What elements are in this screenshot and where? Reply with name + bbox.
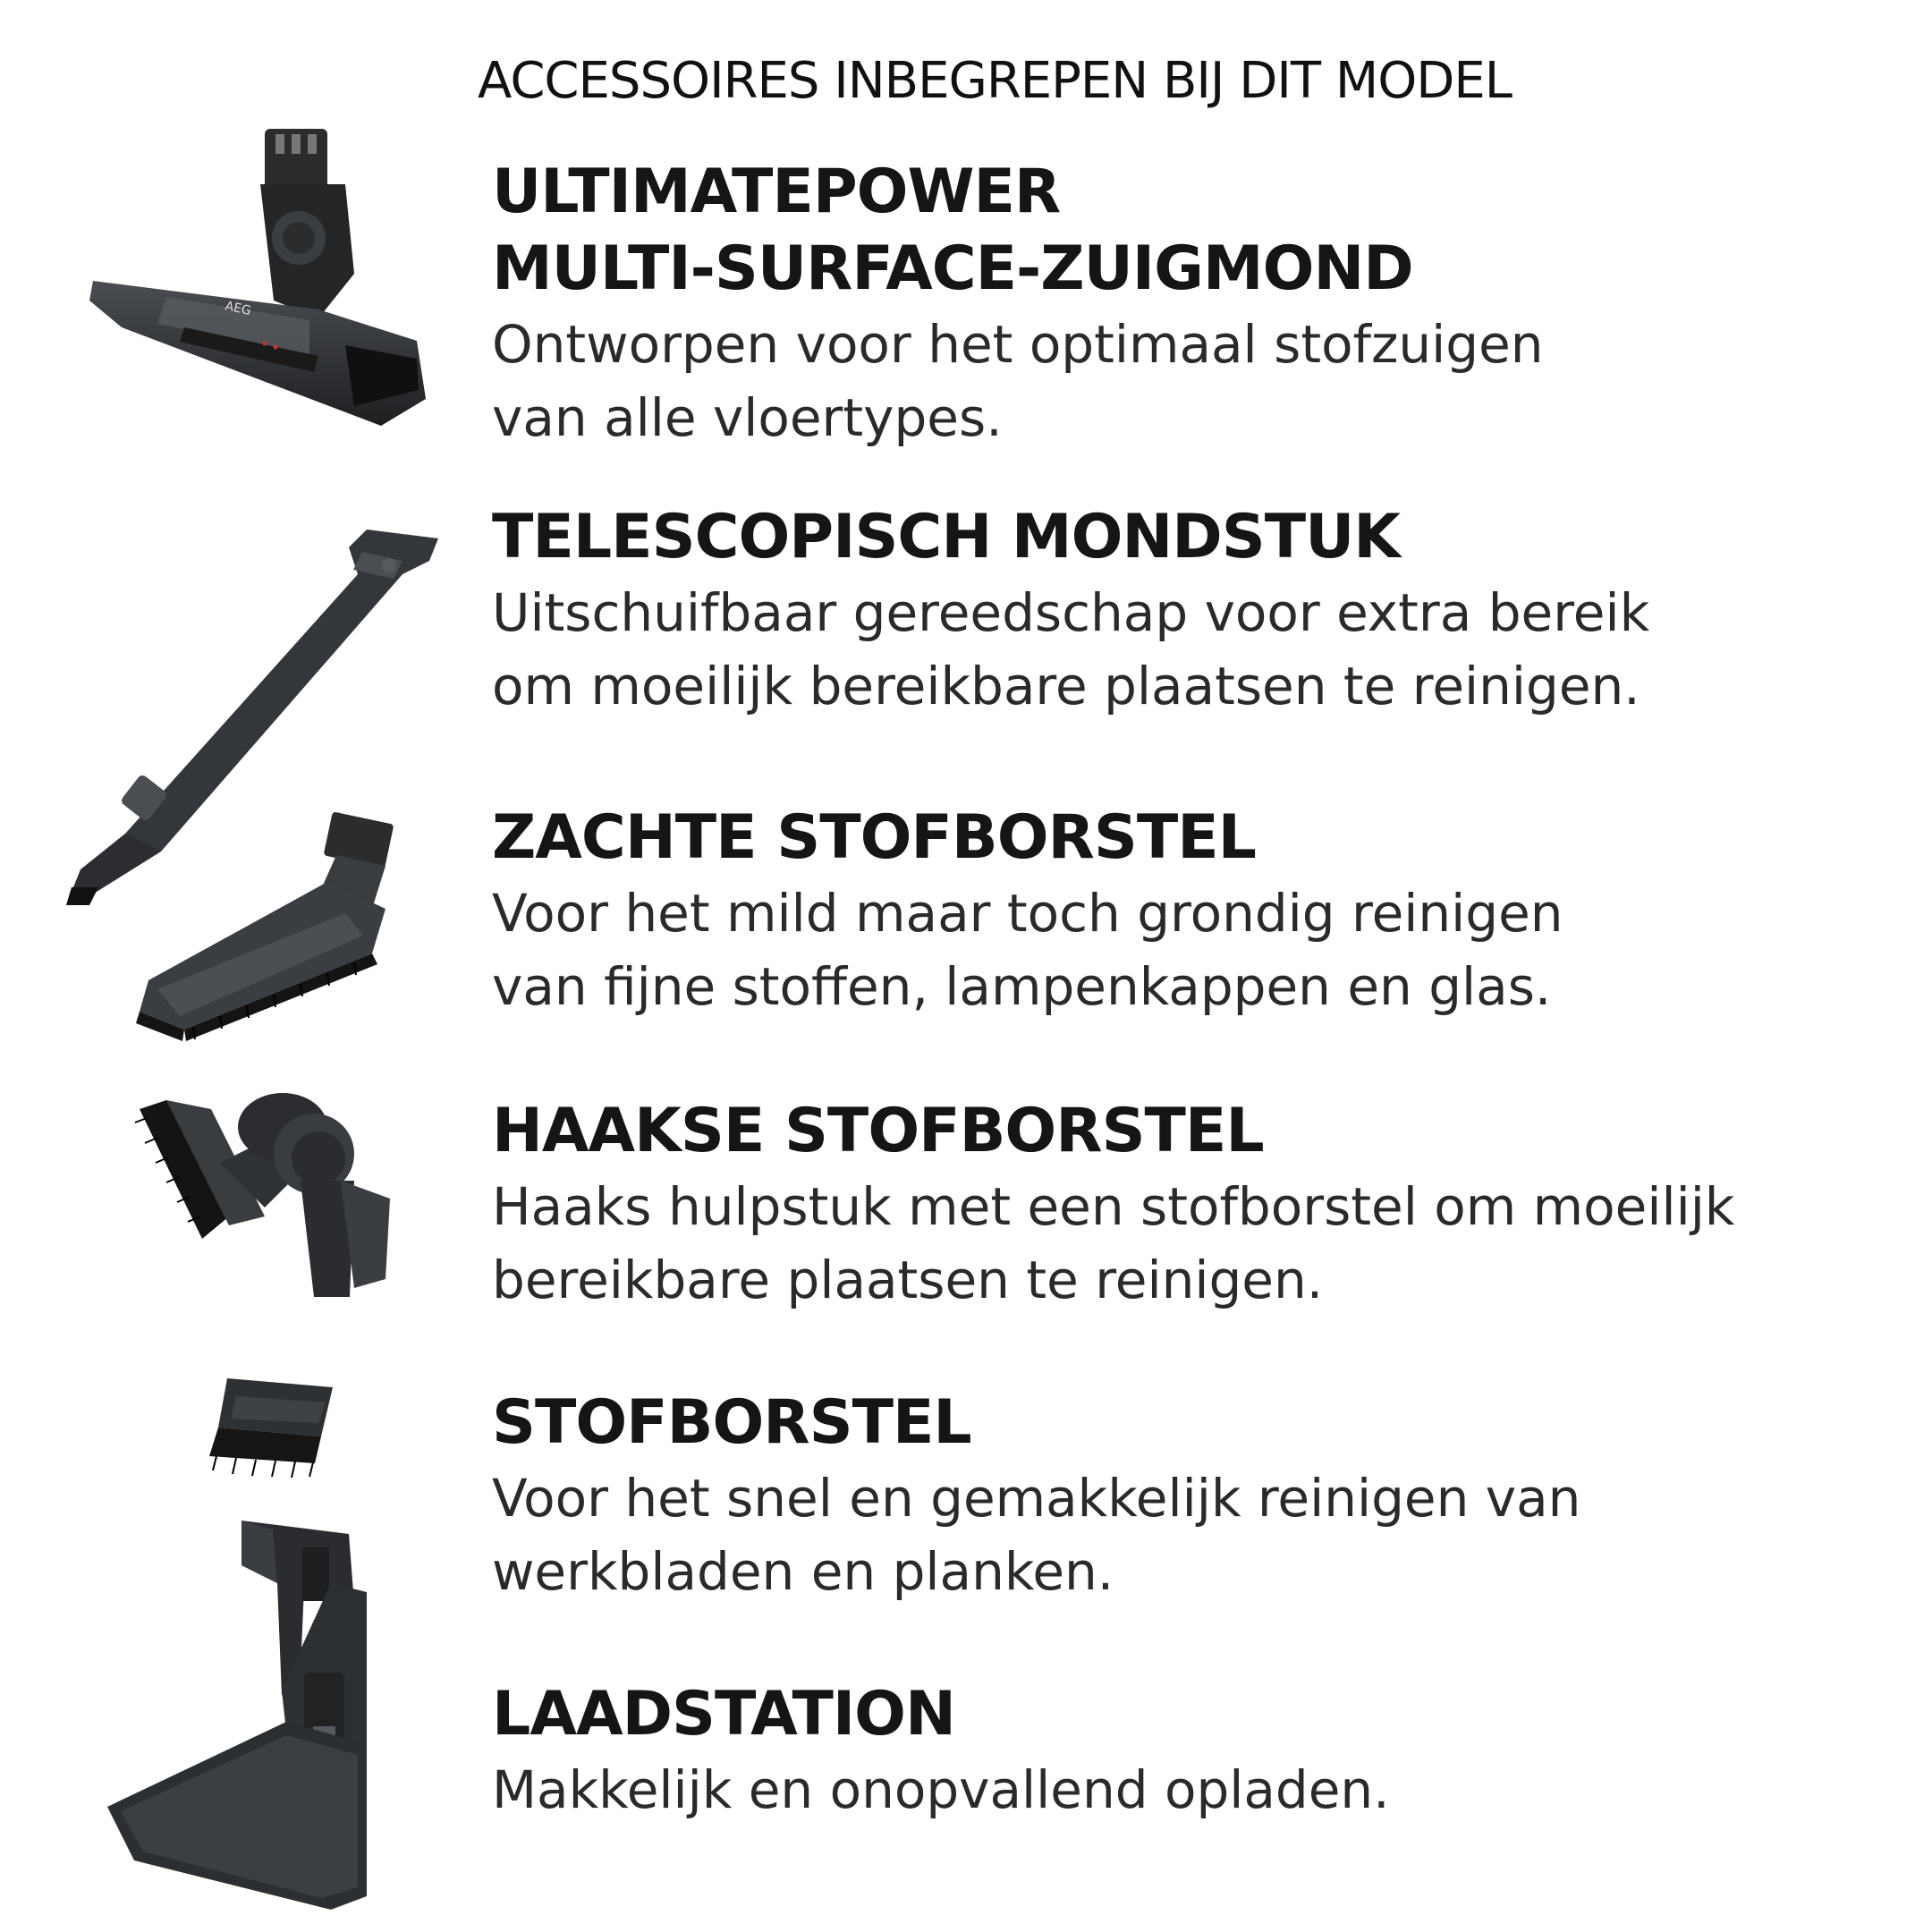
item-desc-line: bereikbare plaatsen te reinigen.: [492, 1250, 1324, 1310]
accessory-item-stofborstel: [492, 1385, 1580, 1608]
item-title-line: STOFBORSTEL: [492, 1387, 971, 1458]
accessory-item-ultimatepower: [492, 154, 1544, 454]
item-desc-line: Makkelijk en onopvallend opladen.: [492, 1759, 1390, 1820]
item-title-line: ZACHTE STOFBORSTEL: [492, 802, 1257, 873]
item-desc-line: Ontworpen voor het optimaal stofzuigen: [492, 314, 1544, 375]
angled-dusting-brush-icon: [131, 1082, 399, 1306]
item-desc-line: Voor het mild maar toch grondig reinigen: [492, 883, 1563, 944]
item-desc-line: om moeilijk bereikbare plaatsen te reinigen.: [492, 656, 1640, 716]
dusting-brush-icon: [200, 1374, 335, 1490]
item-title-line: LAADSTATION: [492, 1679, 955, 1750]
accessory-item-laadstation: [492, 1676, 1390, 1826]
accessory-item-zachte-stofborstel: [492, 800, 1563, 1023]
item-desc-line: Uitschuifbaar gereedschap voor extra bereik: [492, 582, 1650, 643]
item-desc-line: werkbladen en planken.: [492, 1541, 1114, 1602]
soft-dusting-brush-icon: [131, 810, 408, 1043]
item-desc-line: van alle vloertypes.: [492, 387, 1003, 448]
page-title: ACCESSOIRES INBEGREPEN BIJ DIT MODEL: [478, 52, 1512, 110]
item-desc-line: Voor het snel en gemakkelijk reinigen van: [492, 1468, 1581, 1529]
floor-nozzle-icon: [86, 122, 435, 444]
item-desc-line: Haaks hulpstuk met een stofborstel om moeilijk: [492, 1176, 1735, 1237]
item-title-line: HAAKSE STOFBORSTEL: [492, 1096, 1264, 1166]
charging-station-icon: [98, 1512, 394, 1914]
item-desc-line: van fijne stoffen, lampenkappen en glas.: [492, 956, 1552, 1017]
accessory-item-haakse-stofborstel: [492, 1093, 1734, 1317]
item-title-line: ULTIMATEPOWER: [492, 157, 1061, 227]
accessory-item-telescopisch: [492, 499, 1649, 723]
item-title-line: MULTI-SURFACE-ZUIGMOND: [492, 233, 1413, 304]
nozzle-logo: AEG: [224, 299, 253, 319]
item-title-line: TELESCOPISCH MONDSTUK: [492, 502, 1401, 572]
